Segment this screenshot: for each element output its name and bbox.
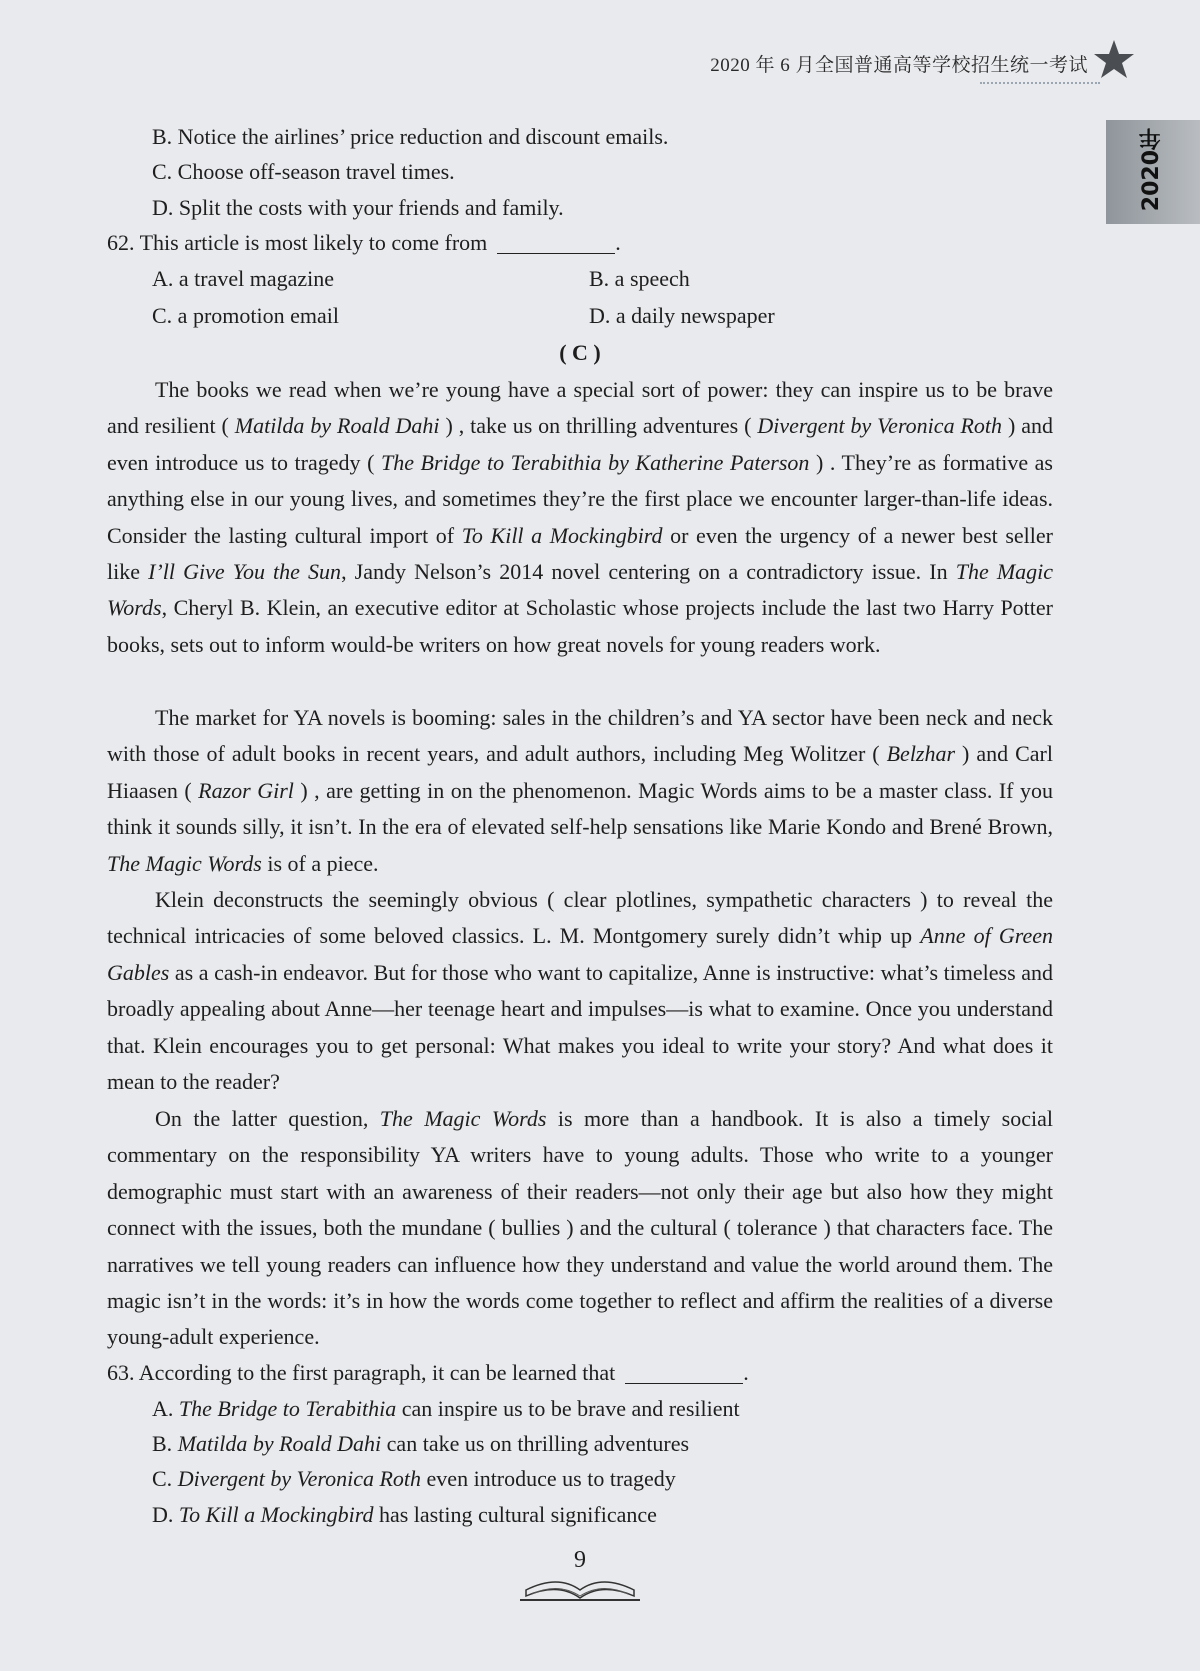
- q63-option-c: C. Divergent by Veronica Roth even introduce us to tragedy: [152, 1466, 676, 1491]
- page-number: 9: [574, 1547, 586, 1573]
- year-tab-label: 2020年: [1139, 128, 1164, 212]
- q62-option-c: C. a promotion email: [152, 303, 339, 328]
- header-title: 2020 年 6 月全国普通高等学校招生统一考试: [710, 55, 1088, 76]
- section-label: ( C ): [559, 340, 601, 365]
- q63-option-d: D. To Kill a Mockingbird has lasting cultural significance: [152, 1502, 657, 1527]
- header-divider: [980, 82, 1100, 87]
- book-title: The Magic Words: [107, 559, 1054, 621]
- star-icon: [1092, 38, 1136, 82]
- book-title: Divergent by Veronica Roth: [757, 413, 1003, 439]
- q63-stem-text: 63. According to the first paragraph, it can be learned that: [107, 1360, 616, 1385]
- passage-paragraph-1: The books we read when we’re young have a special sort of power: they can inspire us to be brave and resilient ( Matilda by Roald Dahi ) , take us on thrilling adventures ( Divergent by Veronica Roth ) and even introduce us to tragedy ( The Bridge to Terabithia by Katherine Paterson ) . They’re as formative as anything else in our young lives, and sometimes they’re the first place we encounter larger-than-life ideas. Consider the lasting cultural import of To Kill a Mockingbird or even the urgency of a newer best seller like I’ll Give You the Sun, Jandy Nelson’s 2014 novel centering on a contradictory issue. In The Magic Words, Cheryl B. Klein, an executive editor at Scholastic whose projects include the last two Harry Potter books, sets out to inform would-be writers on how great novels for young readers work.: [107, 377, 1054, 657]
- answer-blank: [625, 1363, 743, 1384]
- q61-option-c: C. Choose off-season travel times.: [152, 159, 455, 184]
- q61-option-d: D. Split the costs with your friends and family.: [152, 195, 564, 220]
- book-title: The Magic Words: [379, 1106, 547, 1131]
- q62-stem: 62. This article is most likely to come from .: [107, 230, 621, 255]
- q63-option-a: A. The Bridge to Terabithia can inspire us to be brave and resilient: [152, 1396, 740, 1421]
- book-title: The Magic Words: [107, 850, 262, 876]
- book-title: I’ll Give You the Sun: [148, 559, 342, 585]
- q62-stem-text: 62. This article is most likely to come from: [107, 230, 488, 255]
- passage-paragraph-3: Klein deconstructs the seemingly obvious ( clear plotlines, sympathetic characters ) to reveal the technical intricacies of some beloved classics. L. M. Montgomery surely didn’t whip up Anne of Green Gables as a cash-in endeavor. But for those who want to capitalize, Anne is instructive: what’s timeless and broadly appealing about Anne—her teenage heart and impulses—is what to examine. Once you understand that. Klein encourages you to get personal: What makes you ideal to write your story? And what does it mean to the reader?: [107, 887, 1054, 1095]
- passage-paragraph-4: On the latter question, The Magic Words is more than a handbook. It is also a timely social commentary on the responsibility YA writers have to young adults. Those who write to a younger demographic must start with an awareness of their readers—not only their age but also how they might connect with the issues, both the mundane ( bullies ) and the cultural ( tolerance ) that characters face. The narratives we tell young readers can influence how they understand and value the world around them. The magic isn’t in the words: it’s in how the words come together to reflect and affirm the realities of a diverse young-adult experience.: [107, 1106, 1053, 1350]
- q62-option-d: D. a daily newspaper: [589, 303, 775, 328]
- book-title: To Kill a Mockingbird: [461, 522, 663, 548]
- year-tab: [1106, 120, 1200, 224]
- book-title: The Bridge to Terabithia by Katherine Paterson: [380, 449, 810, 475]
- book-title: Razor Girl: [198, 777, 294, 803]
- q62-option-b: B. a speech: [589, 266, 690, 291]
- q61-option-b: B. Notice the airlines’ price reduction and discount emails.: [152, 124, 669, 149]
- answer-blank: [497, 233, 615, 254]
- q63-stem: 63. According to the first paragraph, it can be learned that .: [107, 1360, 749, 1385]
- passage-paragraph-2: The market for YA novels is booming: sales in the children’s and YA sector have been neck and neck with those of adult books in recent years, and adult authors, including Meg Wolitzer ( Belzhar ) and Carl Hiaasen ( Razor Girl ) , are getting in on the phenomenon. Magic Words aims to be a master class. If you think it sounds silly, it isn’t. In the era of elevated self-help sensations like Marie Kondo and Brené Brown, The Magic Words is of a piece.: [107, 705, 1053, 876]
- book-title: Matilda by Roald Dahi: [234, 413, 440, 439]
- open-book-icon: [518, 1560, 642, 1606]
- book-title: Belzhar: [886, 741, 956, 767]
- book-title: Anne of Green Gables: [107, 923, 1054, 985]
- q62-option-a: A. a travel magazine: [152, 266, 335, 291]
- q63-option-b: B. Matilda by Roald Dahi can take us on thrilling adventures: [152, 1431, 690, 1456]
